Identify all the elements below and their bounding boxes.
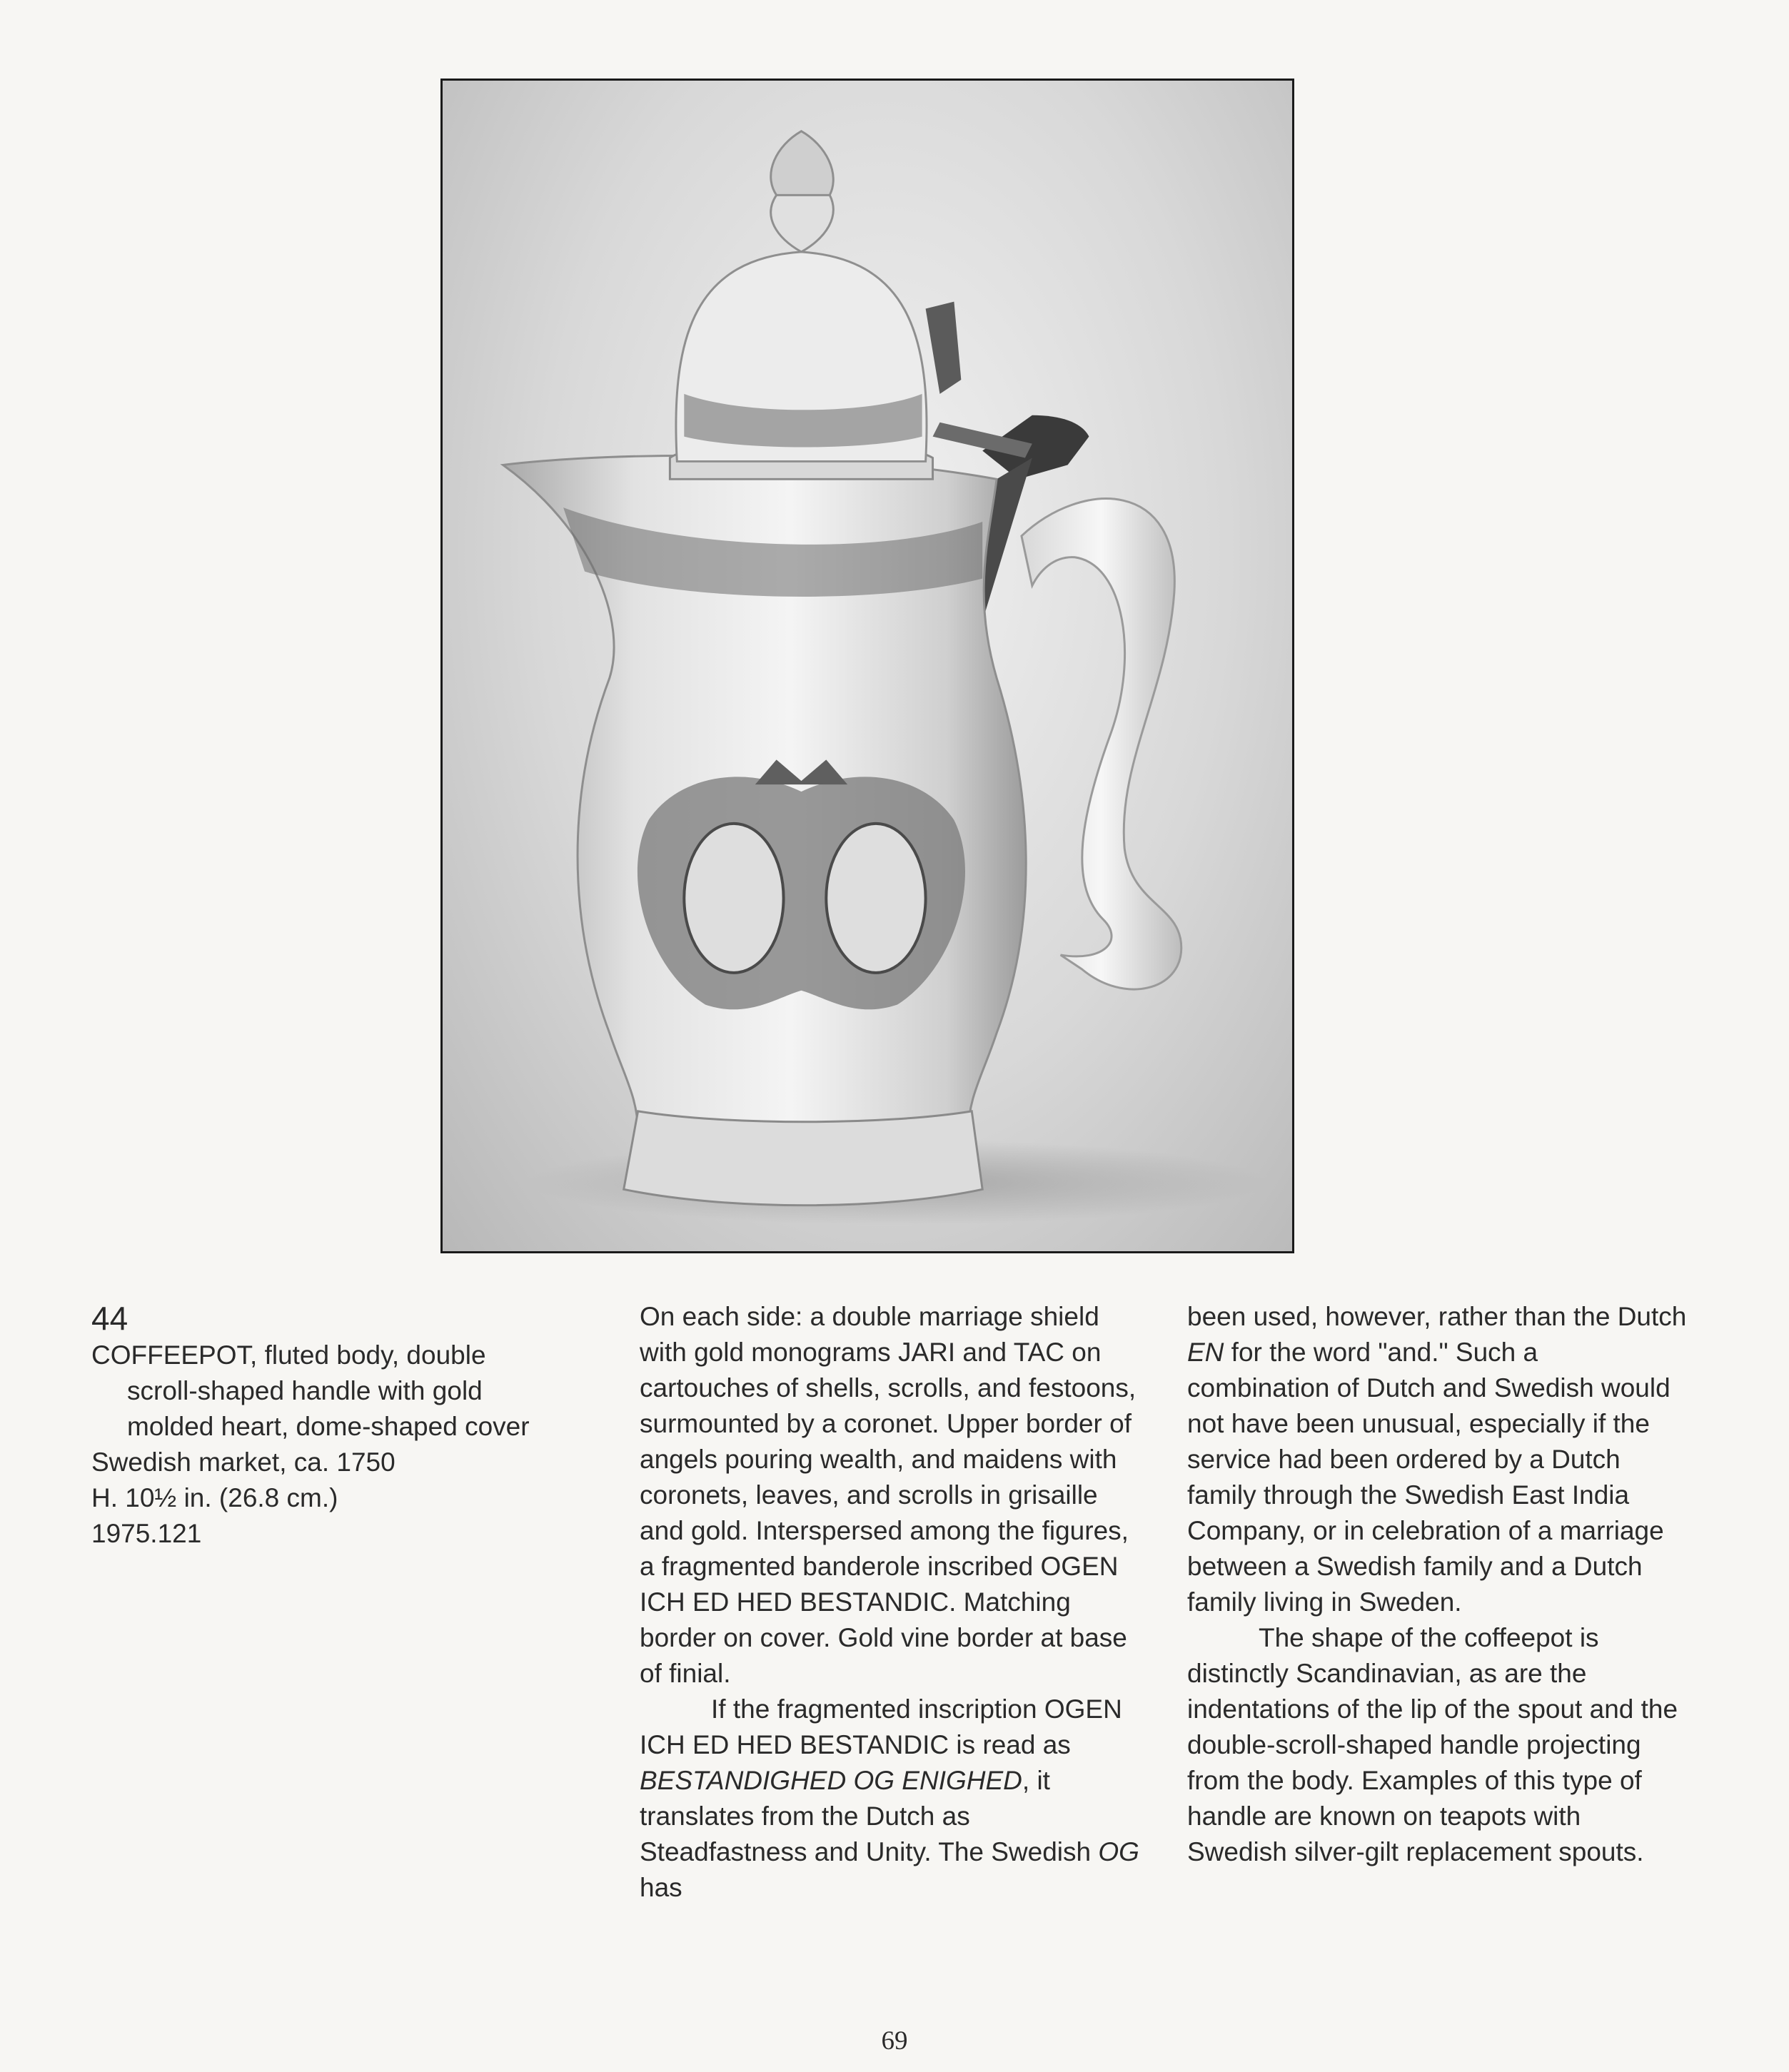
- inscription-italic-1: BESTANDIGHED OG ENIGHED: [640, 1766, 1022, 1795]
- object-accession-number: 1975.121: [91, 1519, 202, 1548]
- catalog-number: 44: [91, 1300, 128, 1337]
- inscription-paragraph: [640, 1692, 1139, 1906]
- shape-paragraph: The shape of the coffeepot is distinctly Scandinavian, as are the indentations of the lip of the spout and the double-scroll-shaped handle projecting from the body. Examples of this type of handle are known on teapots with Swedish silver-gilt replacement spouts.: [1187, 1623, 1678, 1866]
- continuation-text-a: been used, however, rather than the Dutch: [1187, 1302, 1687, 1331]
- coffeepot-illustration: [443, 81, 1292, 1251]
- page-number: 69: [881, 2026, 908, 2056]
- inscription-text-a: If the fragmented inscription OGEN ICH ED HED BESTANDIC is read as: [640, 1694, 1122, 1759]
- description-column-2: [1187, 1299, 1687, 1870]
- catalog-entry: [91, 1299, 548, 1552]
- object-dimensions: H. 10½ in. (26.8 cm.): [91, 1483, 338, 1512]
- continuation-paragraph: [1187, 1299, 1687, 1620]
- continuation-text-b: for the word "and." Such a combination of Dutch and Swedish would not have been unusual, especially if the service had been ordered by a Dutch family through the Swedish East India Company, or in celebration of a marriage between a Swedish family and a Dutch family living in Sweden.: [1187, 1338, 1670, 1617]
- coffeepot-photograph: [440, 79, 1294, 1253]
- description-column-1: [640, 1299, 1139, 1906]
- inscription-text-c: has: [640, 1873, 682, 1902]
- inscription-text-b: , it translates from the Dutch as Steadfastness and Unity. The Swedish: [640, 1766, 1099, 1866]
- object-title: COFFEEPOT, fluted body, double scroll-shaped handle with gold molded heart, dome-shaped cover: [91, 1340, 530, 1441]
- continuation-italic: EN: [1187, 1338, 1224, 1367]
- object-market: Swedish market, ca. 1750: [91, 1447, 395, 1477]
- inscription-italic-2: OG: [1098, 1837, 1139, 1866]
- description-paragraph: On each side: a double marriage shield with gold monograms JARI and TAC on cartouches of shells, scrolls, and festoons, surmounted by a coronet. Upper border of angels pouring wealth, and maidens with coronets, leaves, and scrolls in grisaille and gold. Interspersed among the figures, a fragmented banderole inscribed OGEN ICH ED HED BESTANDIC. Matching border on cover. Gold vine border at base of finial.: [640, 1302, 1137, 1688]
